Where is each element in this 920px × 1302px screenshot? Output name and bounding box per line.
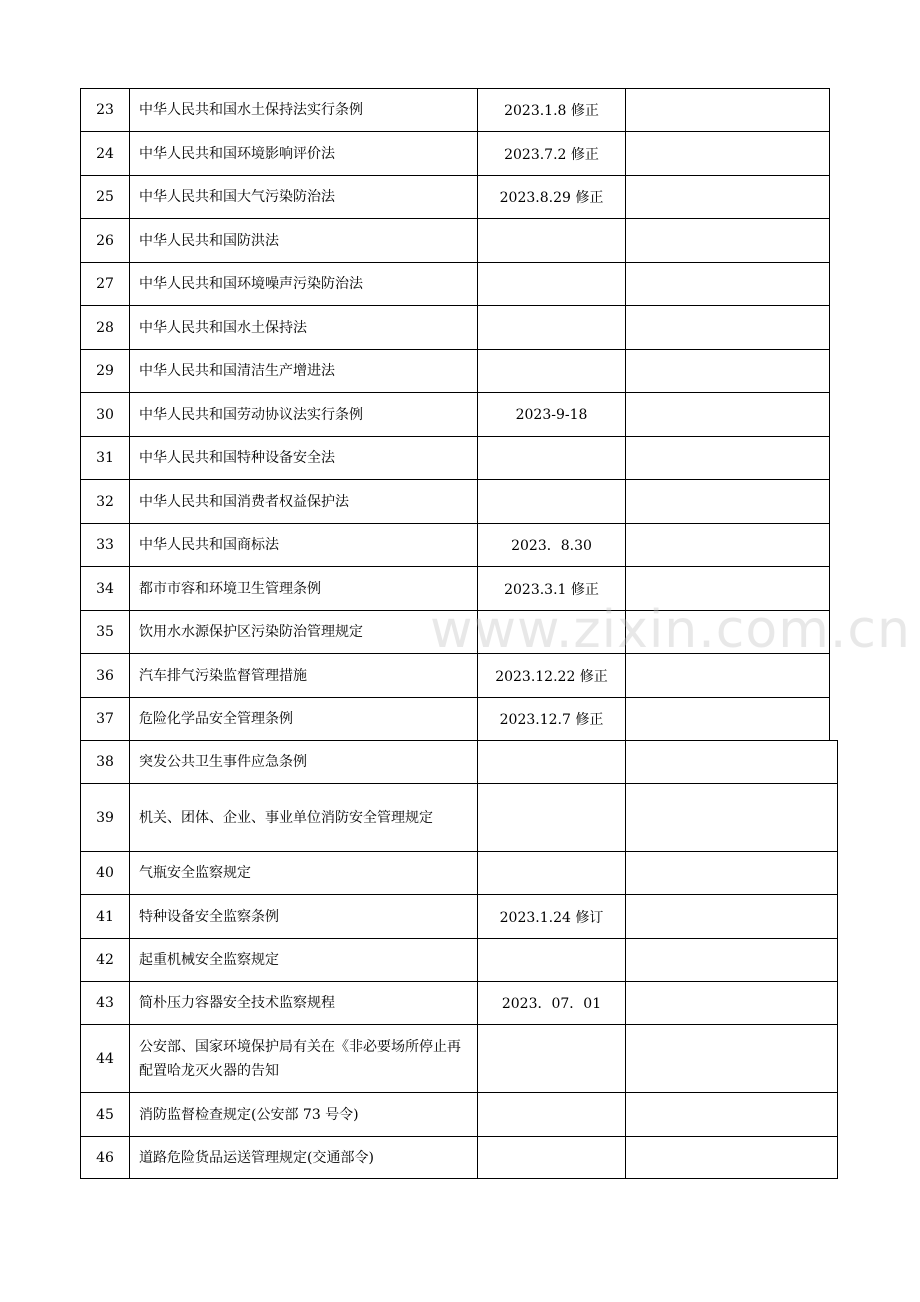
table-bottom-border [80, 1178, 838, 1179]
row-number: 37 [80, 697, 129, 740]
row-number: 36 [80, 653, 129, 697]
remarks-cell [625, 305, 830, 349]
revision-date [477, 1136, 625, 1179]
revision-date [477, 783, 625, 851]
remarks-cell [625, 1024, 838, 1092]
row-number: 27 [80, 262, 129, 305]
regulation-name: 汽车排气污染监督管理措施 [129, 653, 477, 697]
remarks-cell [625, 88, 830, 131]
row-number: 33 [80, 523, 129, 566]
regulation-name: 中华人民共和国劳动协议法实行条例 [129, 392, 477, 436]
row-number: 35 [80, 610, 129, 653]
row-number: 30 [80, 392, 129, 436]
remarks-cell [625, 436, 830, 479]
revision-date [477, 218, 625, 262]
remarks-cell [625, 175, 830, 218]
regulation-name: 气瓶安全监察规定 [129, 851, 477, 894]
remarks-cell [625, 938, 838, 981]
table-row [80, 1024, 838, 1092]
remarks-cell [625, 851, 838, 894]
table-row [80, 523, 830, 566]
revision-date [477, 1024, 625, 1092]
revision-date: 2023.8.29 修正 [477, 175, 625, 218]
table-row [80, 479, 830, 523]
regulation-name: 中华人民共和国防洪法 [129, 218, 477, 262]
row-number: 28 [80, 305, 129, 349]
remarks-cell [625, 894, 838, 938]
regulation-name: 中华人民共和国特种设备安全法 [129, 436, 477, 479]
regulation-name: 突发公共卫生事件应急条例 [129, 740, 477, 783]
revision-date: 2023.12.7 修正 [477, 697, 625, 740]
row-number: 23 [80, 88, 129, 131]
remarks-cell [625, 392, 830, 436]
table-row [80, 349, 830, 392]
remarks-cell [625, 349, 830, 392]
regulation-name: 简朴压力容器安全技术监察规程 [129, 981, 477, 1024]
table-row [80, 88, 830, 131]
table-row [80, 436, 830, 479]
revision-date [477, 740, 625, 783]
regulation-name: 机关、团体、企业、事业单位消防安全管理规定 [129, 783, 477, 851]
row-number: 45 [80, 1092, 129, 1136]
revision-date: 2023．07．01 [477, 981, 625, 1024]
table-row [80, 218, 830, 262]
table-row [80, 1092, 838, 1136]
regulation-name: 特种设备安全监察条例 [129, 894, 477, 938]
row-number: 39 [80, 783, 129, 851]
table-row [80, 938, 838, 981]
revision-date: 2023.12.22 修正 [477, 653, 625, 697]
regulation-name: 饮用水水源保护区污染防治管理规定 [129, 610, 477, 653]
row-number: 29 [80, 349, 129, 392]
revision-date [477, 436, 625, 479]
row-number: 41 [80, 894, 129, 938]
revision-date: 2023.1.8 修正 [477, 88, 625, 131]
regulation-name: 道路危险货品运送管理规定(交通部令) [129, 1136, 477, 1179]
row-number: 31 [80, 436, 129, 479]
regulation-name: 中华人民共和国环境影响评价法 [129, 131, 477, 175]
remarks-cell [625, 740, 838, 783]
remarks-cell [625, 1136, 838, 1179]
remarks-cell [625, 131, 830, 175]
remarks-cell [625, 697, 830, 740]
row-number: 42 [80, 938, 129, 981]
table-row [80, 131, 830, 175]
row-number: 43 [80, 981, 129, 1024]
remarks-cell [625, 783, 838, 851]
row-number: 32 [80, 479, 129, 523]
revision-date [477, 938, 625, 981]
revision-date: 2023.3.1 修正 [477, 566, 625, 610]
watermark: www.zixin.com.cn [430, 600, 911, 660]
regulation-name: 消防监督检查规定(公安部 73 号令) [129, 1092, 477, 1136]
row-number: 26 [80, 218, 129, 262]
regulation-name: 中华人民共和国水土保持法实行条例 [129, 88, 477, 131]
regulation-name: 中华人民共和国水土保持法 [129, 305, 477, 349]
remarks-cell [625, 479, 830, 523]
revision-date [477, 305, 625, 349]
row-number: 46 [80, 1136, 129, 1179]
remarks-cell [625, 523, 830, 566]
remarks-cell [625, 262, 830, 305]
regulation-name: 起重机械安全监察规定 [129, 938, 477, 981]
remarks-cell [625, 981, 838, 1024]
revision-date [477, 349, 625, 392]
table-row [80, 1136, 838, 1179]
remarks-cell [625, 1092, 838, 1136]
revision-date: 2023-9-18 [477, 392, 625, 436]
remarks-cell [625, 218, 830, 262]
table-row [80, 783, 838, 851]
row-number: 38 [80, 740, 129, 783]
revision-date: 2023.1.24 修订 [477, 894, 625, 938]
regulation-name: 都市市容和环境卫生管理条例 [129, 566, 477, 610]
table-row [80, 392, 830, 436]
table-row [80, 262, 830, 305]
regulation-name: 公安部、国家环境保护局有关在《非必要场所停止再配置哈龙灭火器的告知 [129, 1024, 477, 1092]
regulation-name: 危险化学品安全管理条例 [129, 697, 477, 740]
table-row [80, 740, 838, 783]
row-number: 44 [80, 1024, 129, 1092]
table-row [80, 981, 838, 1024]
table-row [80, 851, 838, 894]
revision-date [477, 851, 625, 894]
revision-date [477, 479, 625, 523]
table-row [80, 894, 838, 938]
row-number: 40 [80, 851, 129, 894]
regulation-name: 中华人民共和国消费者权益保护法 [129, 479, 477, 523]
row-number: 34 [80, 566, 129, 610]
revision-date: 2023．8.30 [477, 523, 625, 566]
row-number: 25 [80, 175, 129, 218]
table-row [80, 697, 830, 740]
revision-date [477, 1092, 625, 1136]
regulation-name: 中华人民共和国环境噪声污染防治法 [129, 262, 477, 305]
revision-date [477, 262, 625, 305]
regulation-name: 中华人民共和国商标法 [129, 523, 477, 566]
row-number: 24 [80, 131, 129, 175]
regulation-name: 中华人民共和国大气污染防治法 [129, 175, 477, 218]
revision-date: 2023.7.2 修正 [477, 131, 625, 175]
table-row [80, 305, 830, 349]
table-row [80, 175, 830, 218]
regulation-name: 中华人民共和国清洁生产增进法 [129, 349, 477, 392]
